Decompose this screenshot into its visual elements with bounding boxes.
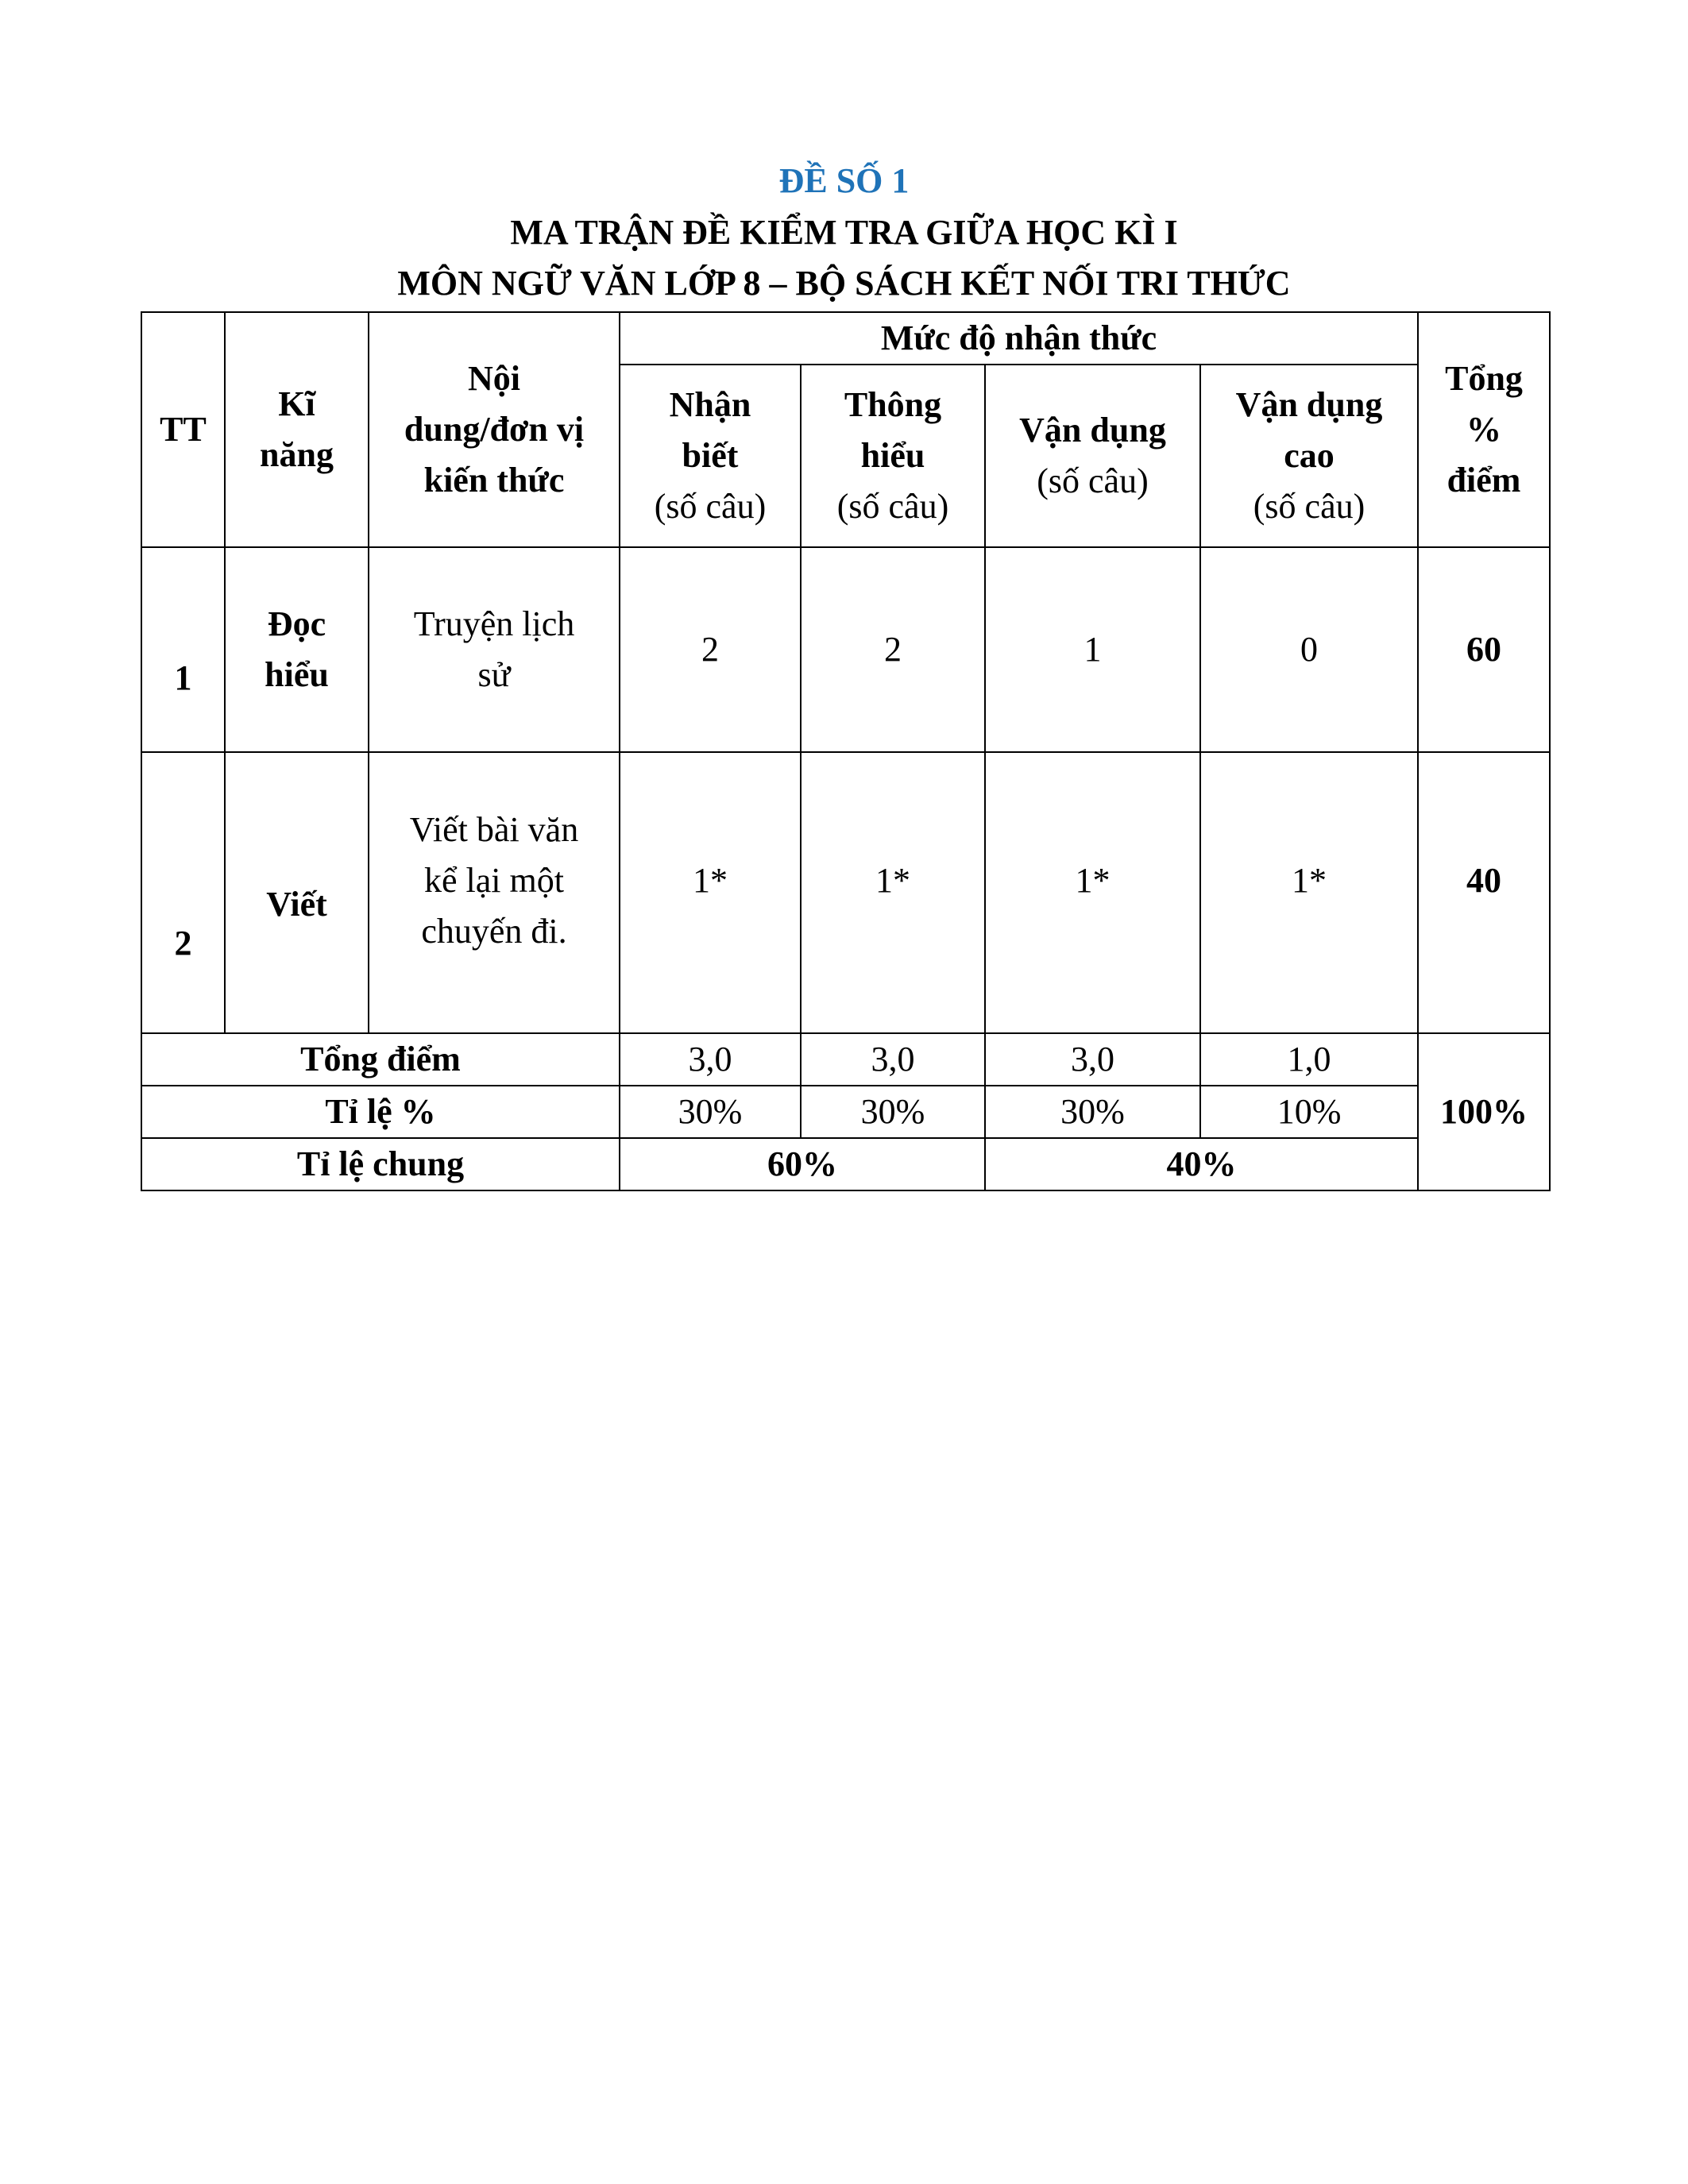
total-points-value: 3,0 — [985, 1033, 1200, 1086]
row-content-line-1: Truyện lịch — [413, 604, 575, 643]
header-total-line-3: điểm — [1447, 461, 1521, 500]
header-content — [369, 312, 620, 547]
row-total: 60 — [1418, 547, 1550, 752]
row-skill: Viết — [225, 752, 369, 1033]
ratio-value: 30% — [620, 1086, 801, 1138]
header-total-line-1: Tổng — [1445, 359, 1523, 398]
row-value: 1* — [1200, 752, 1418, 1033]
ratio-value: 10% — [1200, 1086, 1418, 1138]
row-value: 1* — [985, 752, 1200, 1033]
row-content-line-3: chuyến đi. — [421, 912, 567, 951]
row-skill-line-2: hiểu — [265, 655, 329, 694]
row-content-line-2: sử — [477, 655, 511, 694]
ratio-value: 30% — [985, 1086, 1200, 1138]
header-level-recognition — [620, 365, 801, 547]
row-value: 1 — [985, 547, 1200, 752]
level-label: biết — [682, 436, 739, 475]
header-row — [141, 312, 1550, 365]
level-label: Nhận — [669, 385, 751, 424]
overall-ratio-row — [141, 1138, 1550, 1190]
total-points-row — [141, 1033, 1550, 1086]
row-tt: 1 — [141, 547, 225, 752]
level-label: Vận dụng — [1235, 385, 1383, 424]
header-content-line-3: kiến thức — [423, 461, 565, 500]
row-value: 2 — [801, 547, 985, 752]
row-value: 0 — [1200, 547, 1418, 752]
header-level-group: Mức độ nhận thức — [620, 312, 1418, 365]
row-content-line-2: kể lại một — [424, 861, 564, 900]
total-points-value: 3,0 — [801, 1033, 985, 1086]
header-skill-line-1: Kĩ — [278, 384, 315, 423]
row-tt: 2 — [141, 752, 225, 1033]
level-label: cao — [1284, 436, 1335, 475]
row-value: 1* — [801, 752, 985, 1033]
page-header — [0, 155, 1688, 309]
level-label: Thông — [844, 385, 942, 424]
total-points-value: 1,0 — [1200, 1033, 1418, 1086]
assessment-matrix-table — [141, 311, 1551, 1191]
document-title: MA TRẬN ĐỀ KIỂM TRA GIỮA HỌC KÌ I — [510, 213, 1178, 252]
row-total: 40 — [1418, 752, 1550, 1033]
level-unit: (số câu) — [1037, 461, 1149, 500]
row-content-line-1: Viết bài văn — [409, 810, 579, 849]
header-skill-line-2: năng — [260, 435, 334, 474]
header-tt: TT — [141, 312, 225, 547]
row-content — [369, 547, 620, 752]
exam-number: ĐỀ SỐ 1 — [778, 161, 910, 200]
level-unit: (số câu) — [836, 487, 949, 526]
overall-ratio-label: Tỉ lệ chung — [141, 1138, 620, 1190]
level-unit: (số câu) — [1253, 487, 1365, 526]
ratio-value: 30% — [801, 1086, 985, 1138]
overall-ratio-value: 60% — [620, 1138, 985, 1190]
header-total — [1418, 312, 1550, 547]
header-level-application — [985, 365, 1200, 547]
level-label: Vận dụng — [1019, 411, 1166, 450]
row-skill-line-1: Đọc — [267, 604, 326, 643]
row-skill — [225, 547, 369, 752]
header-level-comprehension — [801, 365, 985, 547]
row-value: 2 — [620, 547, 801, 752]
total-points-label: Tổng điểm — [141, 1033, 620, 1086]
header-content-line-1: Nội — [468, 359, 520, 398]
table-row — [141, 752, 1550, 1033]
row-content — [369, 752, 620, 1033]
level-label: hiểu — [860, 436, 925, 475]
level-unit: (số câu) — [654, 487, 767, 526]
header-skill — [225, 312, 369, 547]
header-content-line-2: dung/đơn vị — [404, 410, 585, 449]
grand-total: 100% — [1418, 1033, 1550, 1190]
header-total-line-2: % — [1466, 410, 1502, 449]
table-row — [141, 547, 1550, 752]
ratio-label: Tỉ lệ % — [141, 1086, 620, 1138]
overall-ratio-value: 40% — [985, 1138, 1418, 1190]
document-subtitle: MÔN NGỮ VĂN LỚP 8 – BỘ SÁCH KẾT NỐI TRI THỨC — [397, 264, 1291, 303]
total-points-value: 3,0 — [620, 1033, 801, 1086]
row-value: 1* — [620, 752, 801, 1033]
ratio-row — [141, 1086, 1550, 1138]
header-level-high-application — [1200, 365, 1418, 547]
